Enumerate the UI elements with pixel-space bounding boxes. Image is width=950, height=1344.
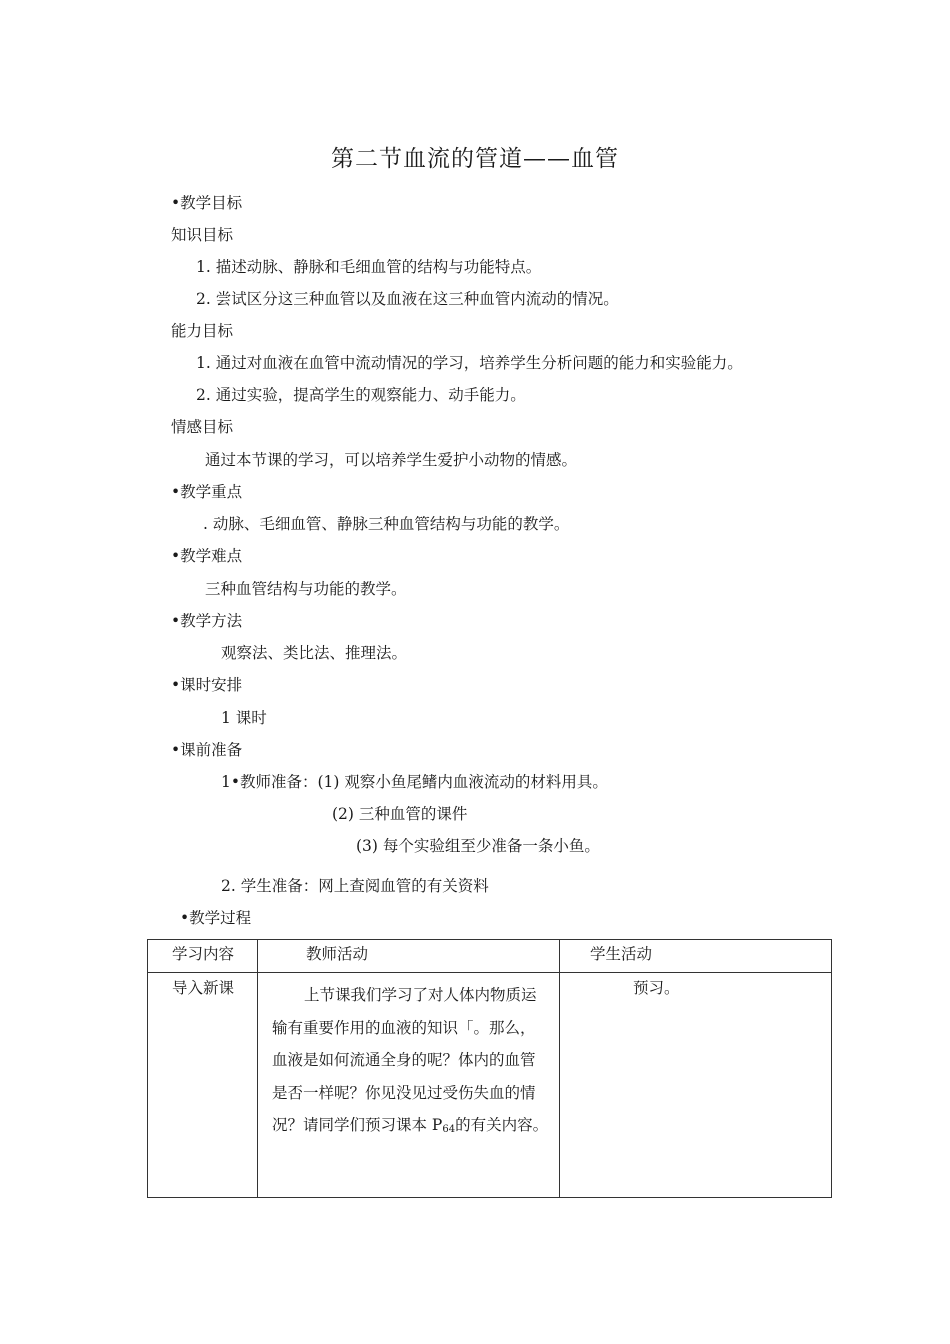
column-header-student: [560, 940, 832, 973]
method-text: 观察法、类比法、推理法。: [221, 644, 408, 662]
student-prep-line: 2. 学生准备：网上查阅血管的有关资料: [221, 877, 489, 895]
lesson-process-table: [147, 939, 832, 1198]
emotion-goals-heading: 情感目标: [171, 418, 234, 436]
method-heading: •教学方法: [171, 612, 243, 630]
knowledge-item: 2. 尝试区分这三种血管以及血液在这三种血管内流动的情况。: [196, 290, 619, 308]
content-cell: [148, 973, 258, 1198]
student-activity-cell: [560, 973, 832, 1198]
key-points-heading: •教学重点: [171, 483, 243, 501]
ability-item: 2. 通过实验，提高学生的观察能力、动手能力。: [196, 386, 526, 404]
table-header-row: [148, 940, 832, 973]
teacher-activity-text-part: 的有关内容。: [455, 1116, 549, 1134]
difficulty-text: 三种血管结构与功能的教学。: [205, 580, 407, 598]
difficulty-heading: •教学难点: [171, 547, 243, 565]
student-activity-text: 预习。: [633, 979, 680, 997]
knowledge-item: 1. 描述动脉、静脉和毛细血管的结构与功能特点。: [196, 258, 542, 276]
teacher-prep-line: (3) 每个实验组至少准备一条小鱼。: [356, 837, 600, 855]
column-header-label: 学习内容: [172, 945, 235, 963]
page-title: 第二节血流的管道——血管: [331, 146, 619, 172]
teacher-activity-text-part: 上节课我们学习了对人体内物质运输有重要作用的血液的知识「。那么，血液是如何流通全身的呢？体内的血管是否一样呢？你见没见过受伤失血的情况？请同学们预习课本 P: [272, 986, 537, 1134]
ability-goals-heading: 能力目标: [171, 322, 234, 340]
column-header-label: 学生活动: [590, 945, 653, 963]
column-header-teacher: [258, 940, 560, 973]
teacher-activity-cell: [258, 973, 560, 1198]
key-points-text: . 动脉、毛细血管、静脉三种血管结构与功能的教学。: [203, 515, 570, 533]
emotion-goals-text: 通过本节课的学习，可以培养学生爱护小动物的情感。: [205, 451, 578, 469]
ability-item: 1. 通过对血液在血管中流动情况的学习，培养学生分析问题的能力和实验能力。: [196, 354, 743, 372]
preparation-heading: •课前准备: [171, 741, 243, 759]
column-header-label: 教师活动: [306, 945, 369, 963]
teacher-prep-line: (2) 三种血管的课件: [332, 805, 468, 823]
column-header-content: [148, 940, 258, 973]
page-subscript: 64: [442, 1124, 456, 1135]
content-text: 导入新课: [172, 979, 235, 997]
knowledge-goals-heading: 知识目标: [171, 226, 234, 244]
schedule-heading: •课时安排: [171, 676, 243, 694]
teaching-goals-heading: •教学目标: [171, 194, 243, 212]
teacher-prep-line: 1•教师准备：(1) 观察小鱼尾鳍内血液流动的材料用具。: [221, 773, 608, 791]
table-row: [148, 973, 832, 1198]
process-heading: •教学过程: [180, 909, 252, 927]
teacher-activity-text: [272, 979, 550, 1147]
schedule-text: 1 课时: [221, 709, 267, 727]
